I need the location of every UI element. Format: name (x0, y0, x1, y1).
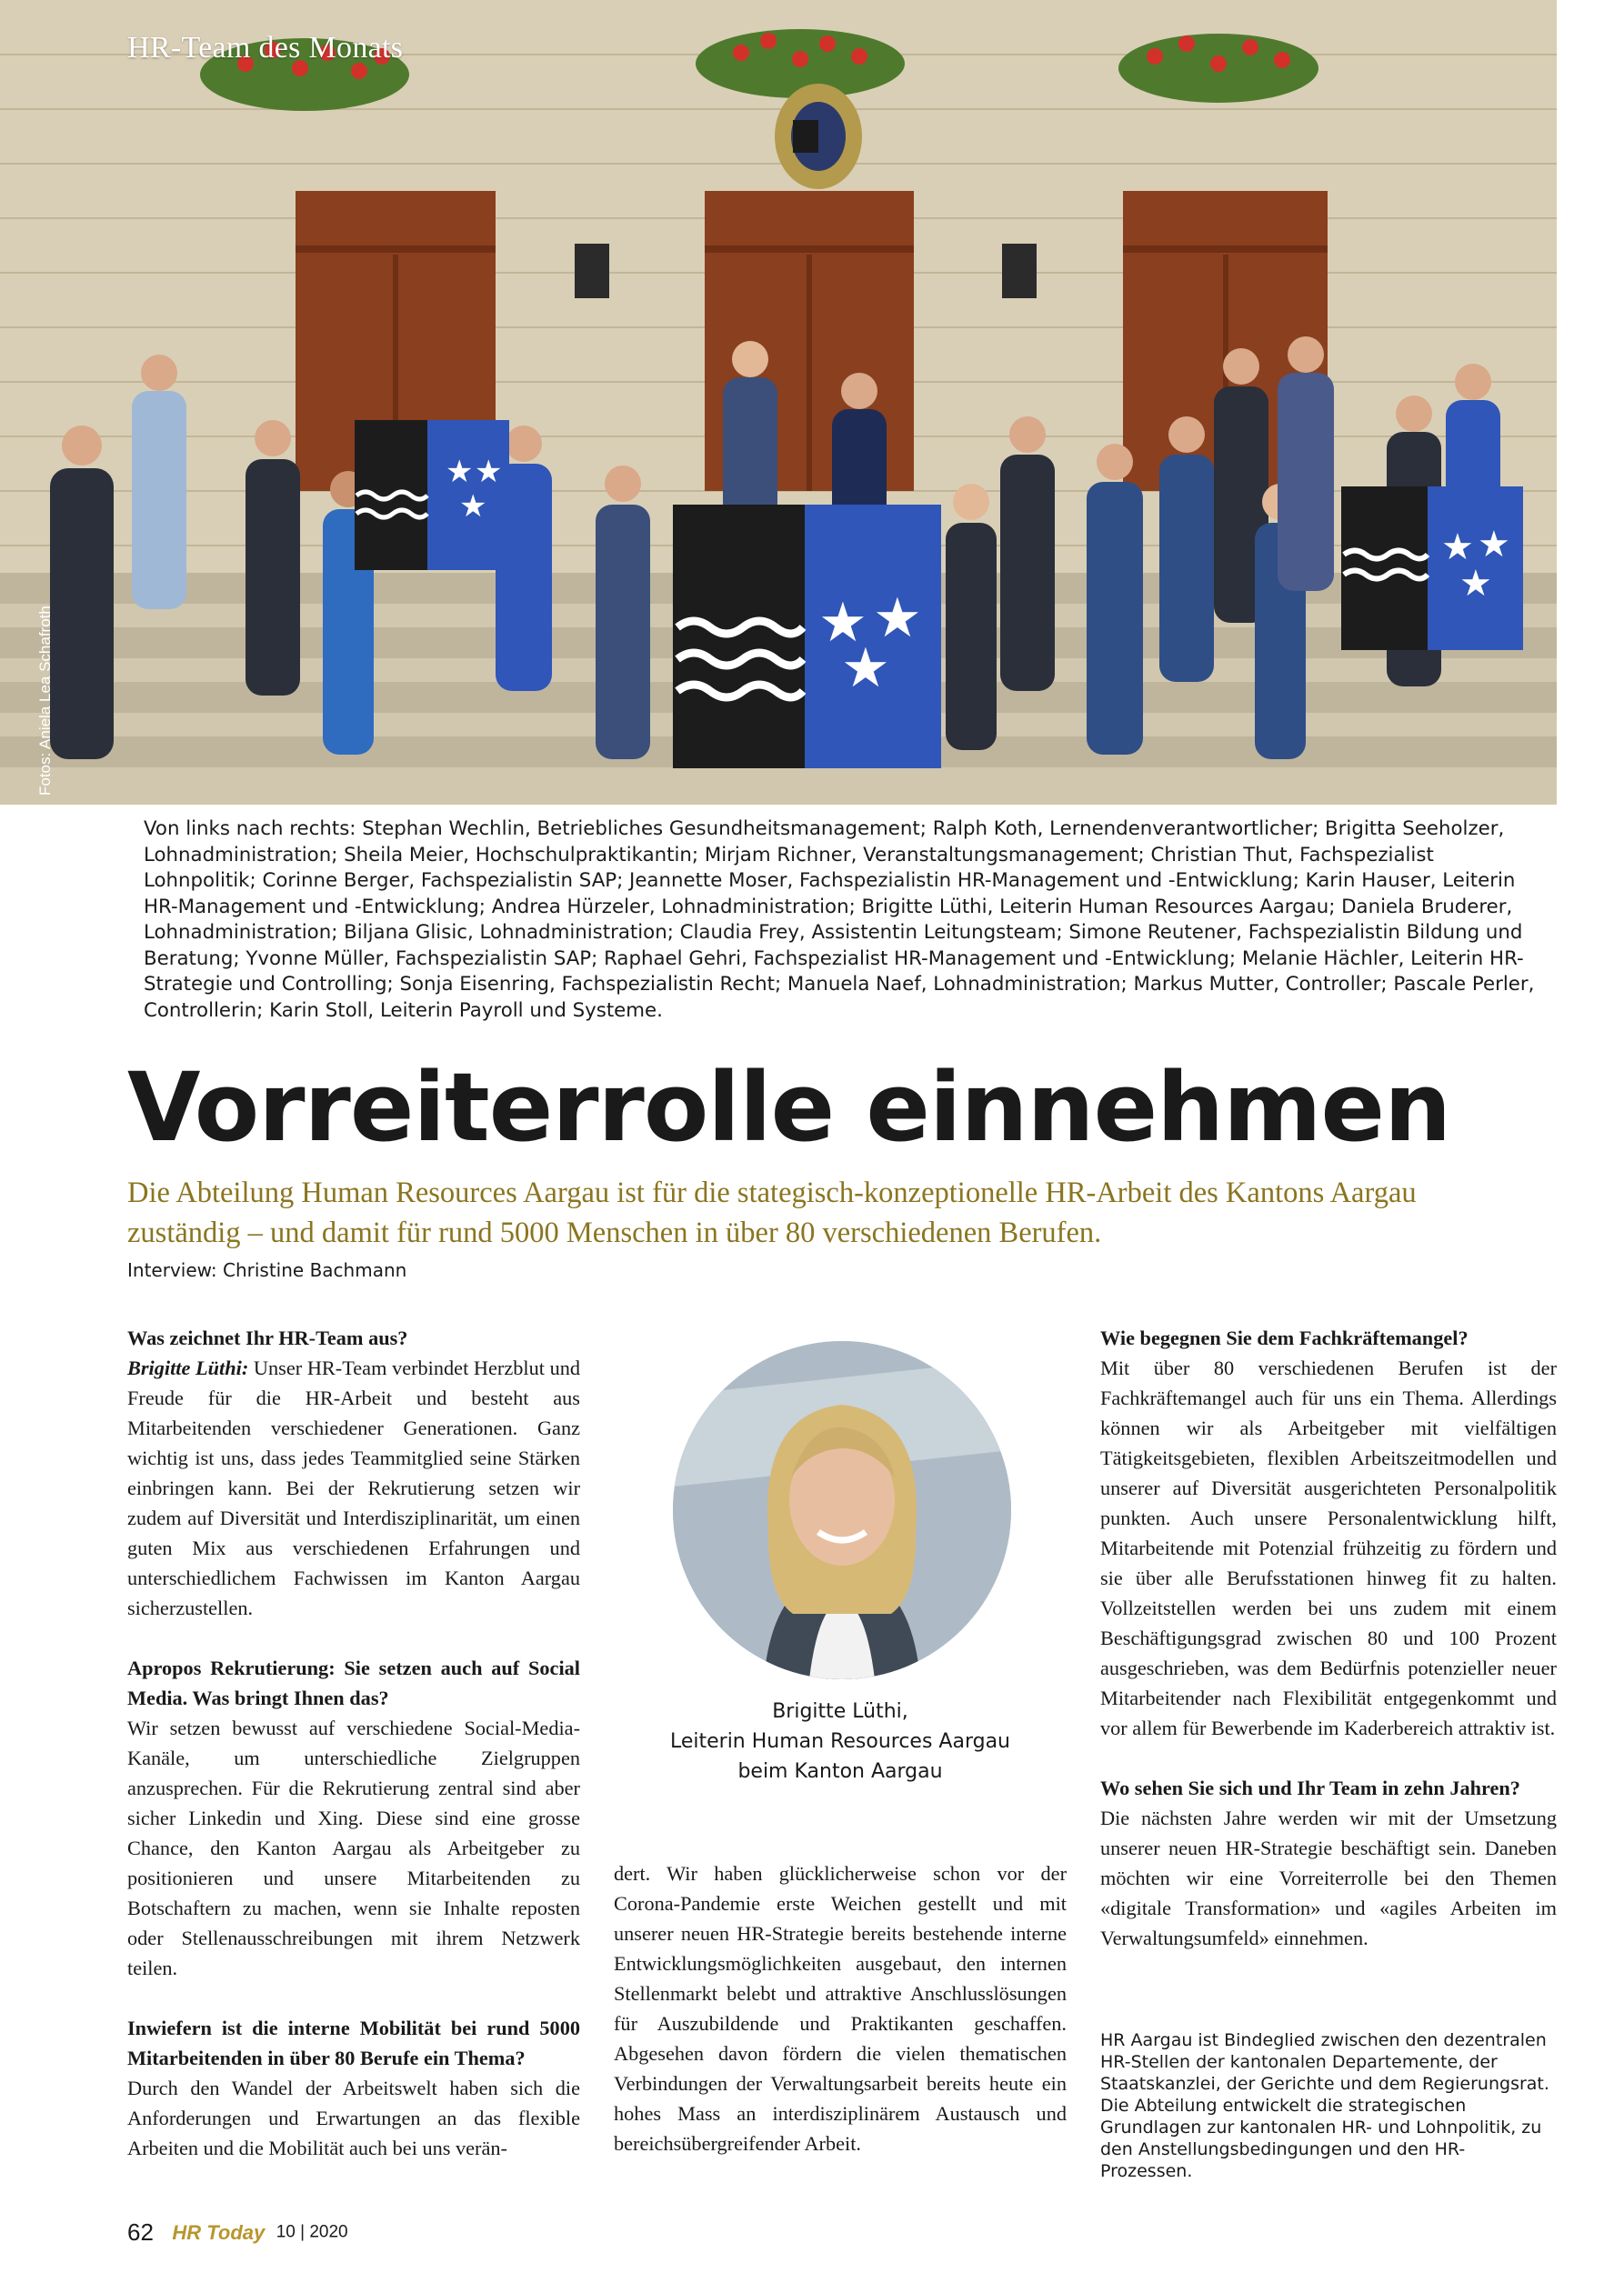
answer-3: Durch den Wandel der Arbeitswelt haben sich die Anforderungen und Erwartungen an das flexible Arbeiten und die Mobilität auch bei uns verän- (127, 2077, 580, 2159)
svg-text:★: ★ (873, 586, 922, 650)
portrait-caption-role: Leiterin Human Resources Aargau (669, 1730, 1011, 1753)
canton-flag-center (673, 505, 941, 768)
svg-text:★: ★ (818, 591, 867, 655)
portrait-photo (673, 1341, 1011, 1679)
crest-emblem (775, 84, 862, 189)
article-byline: Interview: Christine Bachmann (127, 1259, 407, 1281)
svg-text:★: ★ (446, 454, 474, 490)
portrait-caption-org: beim Kanton Aargau (737, 1760, 943, 1783)
team-photo (0, 0, 1557, 805)
answer-4: Mit über 80 verschiedenen Berufen ist der Fachkräftemangel auch für uns ein Thema. Allerdings können wir als Arbeitgeber mit vielfältigen Tätigkeitsgebieten, flexiblen Arbeitszeitmodellen und unserer auf Diversität ausgerichteten Personalpolitik punkten. Auch unsere Personalentwicklung hilft, Mitarbeitende mit Potenzial frühzeitig zu fördern und sie über alle Berufsstationen hinweg fit zu halten. Vollzeitstellen werden bei uns zudem mit einem Beschäftigungsgrad zwischen 80 und 100 Prozent ausgeschrieben, was dem Bedürfnis potenzieller neuer Mitarbeitender nach Flexibilität entgegenkommt und vor allem für Bewerbende im Kaderbereich attraktiv ist. (1100, 1357, 1557, 1739)
svg-text:★: ★ (475, 454, 503, 490)
section-label: HR-Team des Monats (127, 31, 404, 65)
portrait-caption-name: Brigitte Lüthi, (772, 1700, 908, 1723)
question-5: Wo sehen Sie sich und Ihr Team in zehn Jahren? (1100, 1777, 1520, 1799)
article-headline: Vorreiterrolle einnehmen (127, 1052, 1451, 1163)
svg-text:★: ★ (1441, 526, 1474, 568)
answer-2: Wir setzen bewusst auf verschiedene Social-Media-Kanäle, um unterschiedliche Zielgruppen anzusprechen. Für die Rekrutierung zentral sind aber sicher Linkedin und Xing. Diese sind eine grosse Chance, den Kanton Aargau als Arbeitgeber zu positionieren und unsere Mitarbeitenden zu Botschaftern zu machen, wenn sie Inhalte reposten oder Stellenausschreibungen mit ihrem Netzwerk teilen. (127, 1717, 580, 1979)
magazine-name: HR Today (172, 2220, 266, 2244)
answer-3-continued: dert. Wir haben glücklicherweise schon vor der Corona-Pandemie erste Weichen gestellt und mit unserer neuen HR-Strategie bereits bestehende interne Entwicklungsmöglichkeiten ausgebaut, den internen Stellenmarkt belebt und attraktive Anschlusslösungen für Auszubildende und Praktikanten geschaffen. Abgesehen davon fördern die vielen thematischen Verbindungen der Verwaltungsarbeit bereits heute ein hohes Mass an interdisziplinärem Austausch und bereichsübergreifender Arbeit. (614, 1862, 1067, 2155)
canton-flag-right (1341, 486, 1523, 650)
column-right (1100, 1323, 1557, 1953)
photo-caption: Von links nach rechts: Stephan Wechlin, Betriebliches Gesundheitsmanagement; Ralph Koth, Lernendenverantwortlicher; Brigitta Seeholzer, Lohnadministration; Sheila Meier, Hochschulpraktikantin; Mirjam Richner, Veranstaltungsmanagement; Christian Thut, Fachspezialist Lohnpolitik; Corinne Berger, Fachspezialistin SAP; Jeannette Moser, Fachspezialistin HR-Management und -Entwicklung; Karin Hauser, Leiterin HR-Management und -Entwicklung; Andrea Hürzeler, Lohnadministration; Brigitte Lüthi, Leiterin Human Resources Aargau; Daniela Bruderer, Lohnadministration; Biljana Glisic, Lohnadministration; Claudia Frey, Assistentin Leitungsteam; Simone Reutener, Fachspezialistin Bildung und Beratung; Yvonne Müller, Fachspezialistin SAP; Raphael Gehri, Fachspezialist HR-Management und -Entwicklung; Melanie Hächler, Leiterin HR-Strategie und Controlling; Sonja Eisenring, Fachspezialistin Recht; Manuela Naef, Lohnadministration; Markus Mutter, Controller; Pascale Perler, Controllerin; Karin Stoll, Leiterin Payroll und Systeme. (144, 817, 1535, 1022)
question-4: Wie begegnen Sie dem Fachkräftemangel? (1100, 1327, 1469, 1349)
column-left (127, 1323, 580, 2163)
column-middle (614, 1858, 1067, 2158)
svg-text:★: ★ (841, 636, 890, 700)
article-lead: Die Abteilung Human Resources Aargau ist für die stategisch-konzeptionelle HR-Arbeit des Kantons Aargau zuständig – und damit für rund 5000 Menschen in über 80 verschiedenen Berufen. (127, 1177, 1417, 1249)
page-number: 62 (127, 2218, 154, 2246)
question-3: Inwiefern ist die interne Mobilität bei rund 5000 Mitarbeitenden in über 80 Berufe ein Thema? (127, 2017, 580, 2069)
question-1: Was zeichnet Ihr HR-Team aus? (127, 1327, 408, 1349)
svg-text:★: ★ (459, 488, 487, 525)
answer-5: Die nächsten Jahre werden wir mit der Umsetzung unserer neuen HR-Strategie beschäftigt sein. Daneben möchten wir eine Vorreiterrolle bei den Themen «digitale Transformation» und «agiles Arbeiten im Verwaltungsumfeld» einnehmen. (1100, 1807, 1557, 1949)
svg-text:★: ★ (1478, 524, 1510, 566)
info-box: HR Aargau ist Bindeglied zwischen den dezentralen HR-Stellen der kantonalen Departemente, der Staatskanzlei, der Gerichte und dem Regierungsrat. Die Abteilung entwickelt die strategischen Grundlagen zur kantonalen HR- und Lohnpolitik, zu den Anstellungsbedingungen und den HR-Prozessen. (1100, 2030, 1549, 2181)
svg-text:★: ★ (1459, 563, 1492, 605)
question-2: Apropos Rekrutierung: Sie setzen auch auf Social Media. Was bringt Ihnen das? (127, 1657, 580, 1709)
speaker-name: Brigitte Lüthi: (127, 1357, 249, 1379)
page-footer (127, 2218, 348, 2247)
magazine-issue: 10 | 2020 (276, 2222, 348, 2242)
answer-1-text: Unser HR-Team verbindet Herzblut und Freude für die HR-Arbeit und besteht aus Mitarbeitenden verschiedener Generationen. Ganz wichtig ist uns, dass jedes Teammitglied seine Stärken einbringen kann. Bei der Rekrutierung setzen wir zudem auf Diversität und Interdisziplinarität, um einen guten Mix aus verschiedenen Erfahrungen und unterschiedlichem Fachwissen im Kanton Aargau sicherzustellen. (127, 1357, 581, 1619)
answer-1 (127, 1353, 580, 1623)
photo-credit: Fotos: Aniela Lea Schafroth (36, 606, 54, 796)
portrait-caption (614, 1697, 1067, 1787)
canton-flag-left (355, 420, 509, 570)
